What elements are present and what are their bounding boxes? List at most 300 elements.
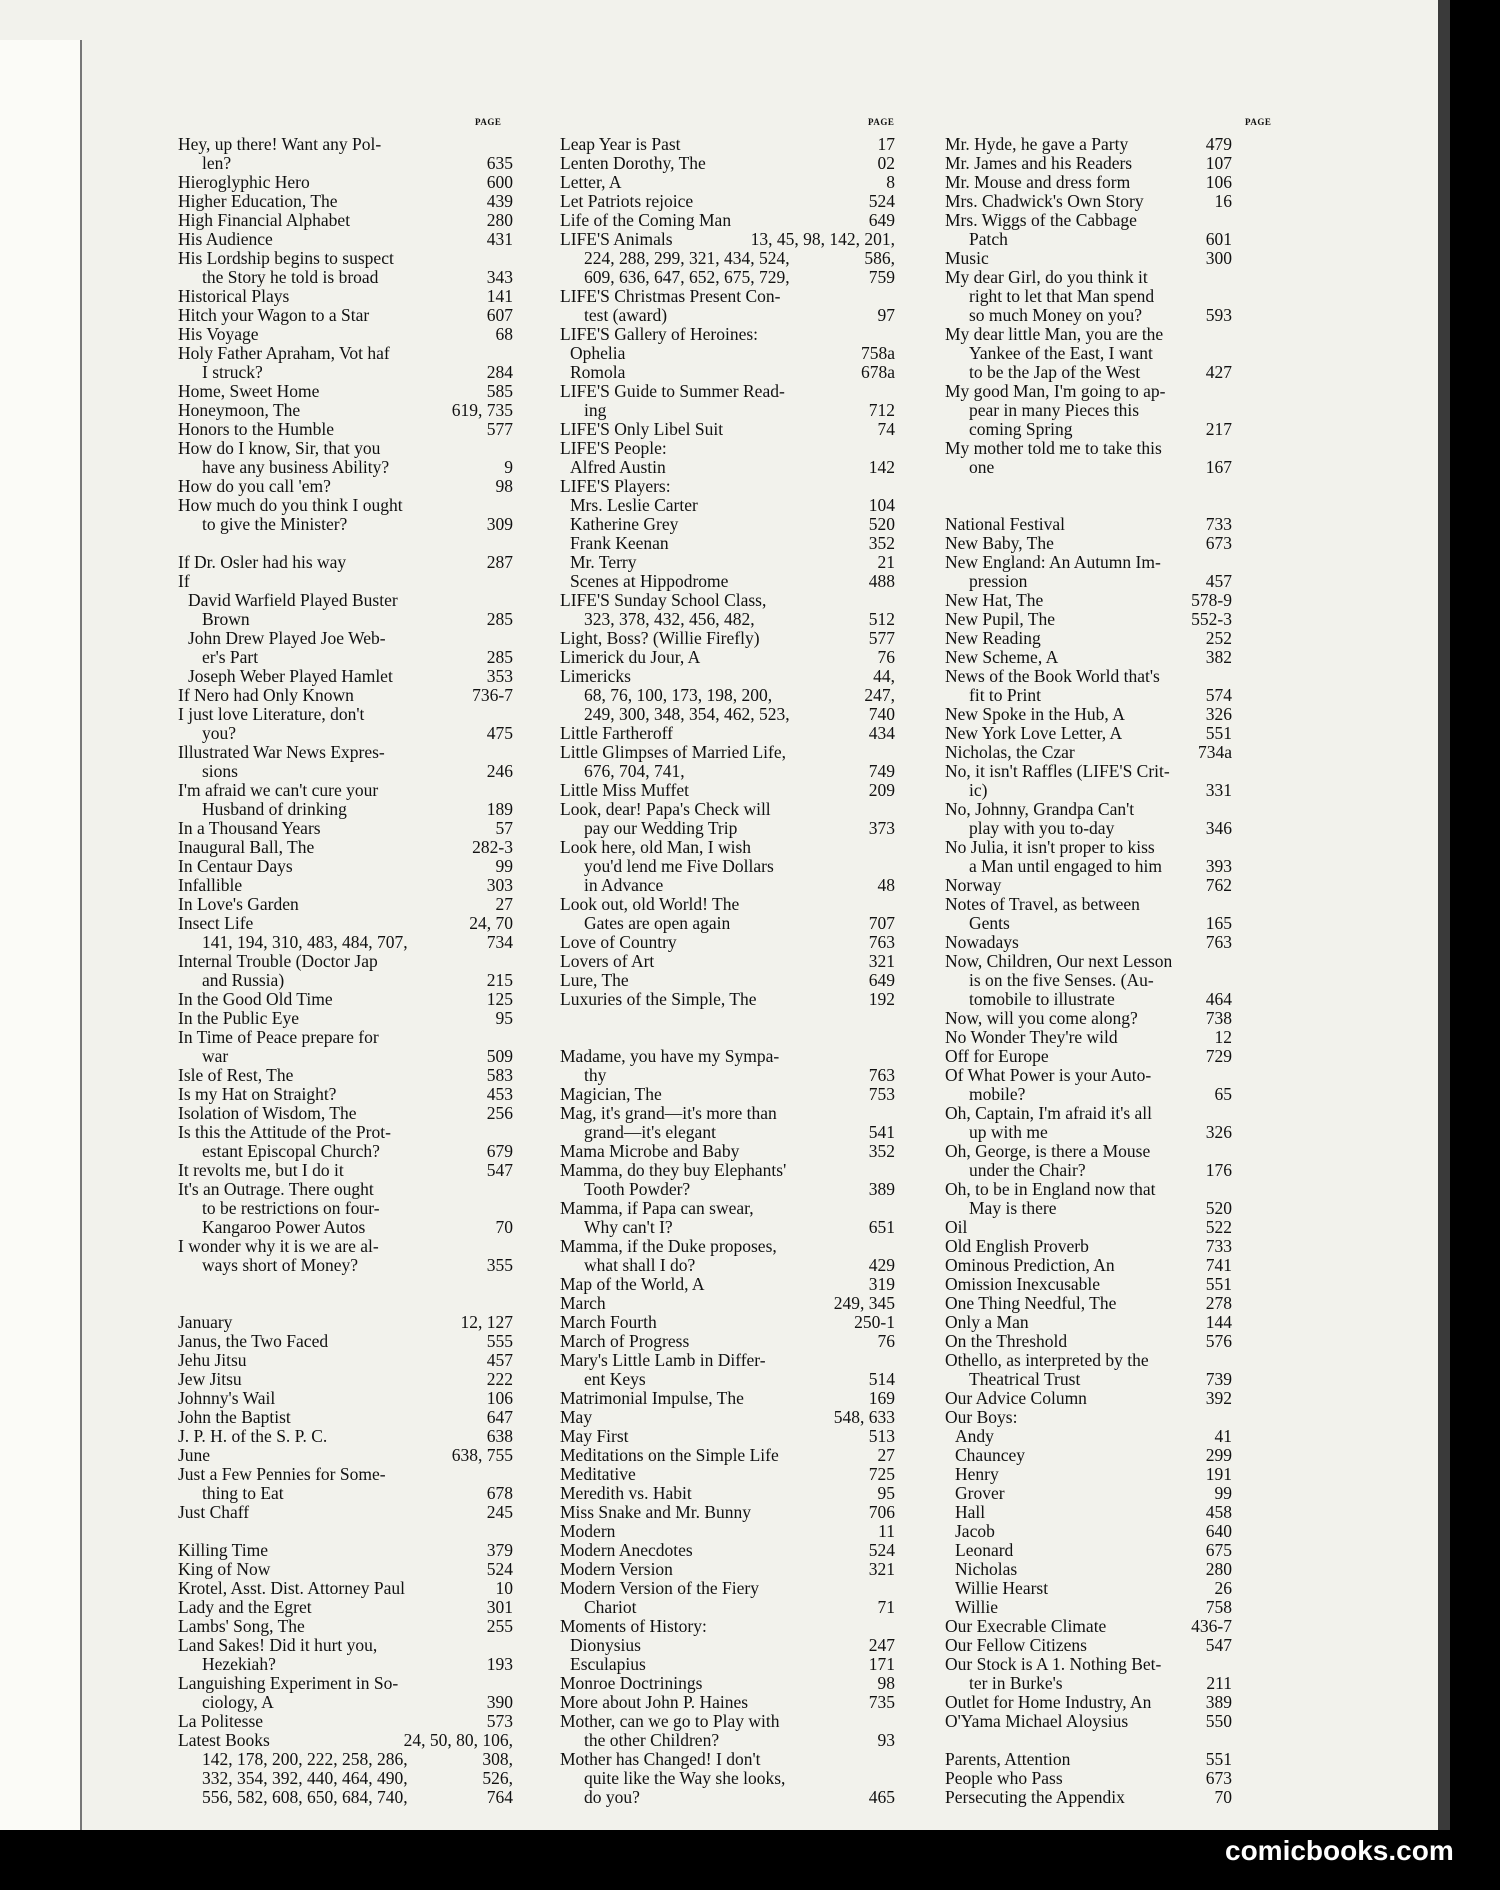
entry-title: a Man until engaged to him — [969, 856, 1162, 876]
entry-title: Willie — [955, 1597, 999, 1617]
entry-page: 555 — [486, 1331, 513, 1351]
entry-page: 193 — [486, 1654, 513, 1674]
entry-title: LIFE'S People: — [560, 438, 667, 458]
entry-page: 574 — [1205, 685, 1232, 705]
index-entry — [178, 971, 513, 990]
index-entry — [560, 1161, 895, 1180]
entry-title: 141, 194, 310, 483, 484, 707, — [202, 932, 408, 952]
index-entry — [178, 458, 513, 477]
entry-page: 758a — [860, 343, 895, 363]
entry-page: 759 — [868, 267, 895, 287]
entry-title: May is there — [969, 1198, 1057, 1218]
entry-title: Jehu Jitsu — [178, 1350, 247, 1370]
entry-title: Why can't I? — [584, 1217, 673, 1237]
entry-title: one — [969, 457, 995, 477]
index-entry — [178, 1275, 513, 1294]
index-entry — [945, 1560, 1232, 1579]
index-entry — [945, 819, 1232, 838]
entry-title: New England: An Autumn Im- — [945, 552, 1161, 572]
index-entry — [178, 1218, 513, 1237]
entry-page: 638, 755 — [451, 1445, 513, 1465]
entry-title: is on the five Senses. (Au- — [969, 970, 1154, 990]
entry-page: 10 — [495, 1578, 513, 1598]
entry-title: Hieroglyphic Hero — [178, 172, 310, 192]
entry-title: fit to Print — [969, 685, 1041, 705]
index-entry — [945, 401, 1232, 420]
index-entry — [178, 876, 513, 895]
entry-title: David Warfield Played Buster — [188, 590, 398, 610]
entry-title: Theatrical Trust — [969, 1369, 1081, 1389]
index-entry — [945, 1351, 1232, 1370]
index-entry — [945, 1712, 1232, 1731]
entry-title: Parents, Attention — [945, 1749, 1071, 1769]
index-entry — [178, 1655, 513, 1674]
index-entry — [560, 876, 895, 895]
index-entry — [945, 743, 1232, 762]
entry-page: 550 — [1205, 1711, 1232, 1731]
entry-title: you? — [202, 723, 237, 743]
entry-title: I struck? — [202, 362, 263, 382]
entry-title: Mamma, if Papa can swear, — [560, 1198, 754, 1218]
entry-page: 285 — [486, 609, 513, 629]
entry-page: 278 — [1205, 1293, 1232, 1313]
entry-page: 439 — [486, 191, 513, 211]
entry-title: Killing Time — [178, 1540, 268, 1560]
index-entry — [560, 667, 895, 686]
index-entry — [945, 895, 1232, 914]
entry-page: 68 — [495, 324, 513, 344]
entry-title: Mr. Hyde, he gave a Party — [945, 134, 1129, 154]
index-entry — [945, 762, 1232, 781]
index-entry — [560, 458, 895, 477]
entry-title: Off for Europe — [945, 1046, 1049, 1066]
entry-page: 353 — [486, 666, 513, 686]
index-entry — [178, 401, 513, 420]
entry-page: 475 — [486, 723, 513, 743]
entry-page: 457 — [486, 1350, 513, 1370]
entry-page: 107 — [1205, 153, 1232, 173]
entry-title: LIFE'S Sunday School Class, — [560, 590, 767, 610]
index-entry — [560, 1617, 895, 1636]
entry-title: March Fourth — [560, 1312, 657, 1332]
entry-page: 649 — [868, 970, 895, 990]
entry-title: Old English Proverb — [945, 1236, 1089, 1256]
index-entry — [178, 1332, 513, 1351]
entry-title: pression — [969, 571, 1028, 591]
index-entry — [560, 135, 895, 154]
entry-page: 142 — [868, 457, 895, 477]
index-entry — [560, 1427, 895, 1446]
entry-page: 707 — [868, 913, 895, 933]
entry-title: Othello, as interpreted by the — [945, 1350, 1149, 1370]
entry-title: In the Good Old Time — [178, 989, 333, 1009]
entry-page: 222 — [486, 1369, 513, 1389]
index-entry — [945, 1066, 1232, 1085]
entry-page: 457 — [1205, 571, 1232, 591]
column-header-2: PAGE — [868, 117, 895, 127]
index-entry — [178, 1313, 513, 1332]
entry-page: 27 — [877, 1445, 895, 1465]
entry-page: 678 — [486, 1483, 513, 1503]
entry-title: Hall — [955, 1502, 986, 1522]
entry-title: Modern Anecdotes — [560, 1540, 693, 1560]
entry-page: 488 — [868, 571, 895, 591]
entry-page: 753 — [868, 1084, 895, 1104]
entry-title: If Nero had Only Known — [178, 685, 354, 705]
index-entry — [560, 1674, 895, 1693]
entry-title: Our Execrable Climate — [945, 1616, 1107, 1636]
index-entry — [560, 1370, 895, 1389]
entry-page: 524 — [868, 1540, 895, 1560]
entry-page: 93 — [877, 1730, 895, 1750]
index-entry — [560, 325, 895, 344]
entry-title: Of What Power is your Auto- — [945, 1065, 1152, 1085]
index-entry — [560, 857, 895, 876]
entry-page: 99 — [1214, 1483, 1232, 1503]
entry-title: Illustrated War News Expres- — [178, 742, 385, 762]
entry-title: Mother has Changed! I don't — [560, 1749, 761, 1769]
entry-title: Look, dear! Papa's Check will — [560, 799, 771, 819]
entry-page: 763 — [868, 932, 895, 952]
entry-page: 309 — [486, 514, 513, 534]
entry-page: 600 — [486, 172, 513, 192]
index-entry — [945, 1522, 1232, 1541]
entry-page: 548, 633 — [833, 1407, 895, 1427]
entry-page: 647 — [486, 1407, 513, 1427]
entry-title: Oh, George, is there a Mouse — [945, 1141, 1151, 1161]
entry-page: 586, — [864, 248, 895, 268]
index-entry — [560, 1750, 895, 1769]
entry-title: pear in many Pieces this — [969, 400, 1140, 420]
index-entry — [945, 534, 1232, 553]
entry-title: Hezekiah? — [202, 1654, 276, 1674]
entry-title: National Festival — [945, 514, 1066, 534]
index-entry — [560, 477, 895, 496]
index-entry — [560, 1598, 895, 1617]
entry-title: estant Episcopal Church? — [202, 1141, 380, 1161]
entry-page: 479 — [1205, 134, 1232, 154]
entry-page: 255 — [486, 1616, 513, 1636]
entry-title: His Audience — [178, 229, 273, 249]
index-entry — [560, 1579, 895, 1598]
index-entry — [560, 572, 895, 591]
index-entry — [945, 572, 1232, 591]
index-entry — [178, 952, 513, 971]
entry-title: More about John P. Haines — [560, 1692, 749, 1712]
index-entry — [178, 1142, 513, 1161]
entry-title: Henry — [955, 1464, 999, 1484]
index-entry — [945, 1218, 1232, 1237]
index-entry — [945, 1275, 1232, 1294]
entry-title: Limerick du Jour, A — [560, 647, 701, 667]
index-entry — [178, 762, 513, 781]
entry-title: Isle of Rest, The — [178, 1065, 294, 1085]
index-entry — [945, 1389, 1232, 1408]
index-entry — [945, 591, 1232, 610]
entry-title: My dear Girl, do you think it — [945, 267, 1148, 287]
entry-title: and Russia) — [202, 970, 285, 990]
entry-page: 144 — [1205, 1312, 1232, 1332]
index-entry — [945, 344, 1232, 363]
entry-page: 249, 345 — [833, 1293, 895, 1313]
index-entry — [178, 1636, 513, 1655]
entry-title: People who Pass — [945, 1768, 1063, 1788]
index-entry — [178, 1579, 513, 1598]
entry-page: 26 — [1214, 1578, 1232, 1598]
entry-title: New Pupil, The — [945, 609, 1056, 629]
entry-title: If — [178, 571, 190, 591]
entry-page: 301 — [486, 1597, 513, 1617]
entry-page: 192 — [868, 989, 895, 1009]
entry-page: 65 — [1214, 1084, 1232, 1104]
entry-page: 97 — [877, 305, 895, 325]
entry-title: Oil — [945, 1217, 968, 1237]
index-entry — [945, 1237, 1232, 1256]
entry-page: 619, 735 — [451, 400, 513, 420]
entry-title: Luxuries of the Simple, The — [560, 989, 757, 1009]
index-entry — [178, 496, 513, 515]
entry-page: 679 — [486, 1141, 513, 1161]
index-entry — [560, 306, 895, 325]
index-entry — [945, 648, 1232, 667]
index-entry — [560, 1294, 895, 1313]
index-column-3 — [945, 135, 1232, 1807]
entry-page: 436-7 — [1191, 1616, 1232, 1636]
entry-page: 725 — [868, 1464, 895, 1484]
index-entry — [178, 1237, 513, 1256]
entry-page: 125 — [486, 989, 513, 1009]
entry-page: 706 — [868, 1502, 895, 1522]
index-entry — [560, 971, 895, 990]
entry-page: 735 — [868, 1692, 895, 1712]
entry-title: Little Fartheroff — [560, 723, 673, 743]
entry-title: LIFE'S Christmas Present Con- — [560, 286, 781, 306]
entry-page: 98 — [877, 1673, 895, 1693]
entry-page: 547 — [486, 1160, 513, 1180]
index-entry — [945, 1541, 1232, 1560]
index-entry — [945, 306, 1232, 325]
entry-page: 635 — [486, 153, 513, 173]
entry-title: Historical Plays — [178, 286, 290, 306]
entry-title: King of Now — [178, 1559, 271, 1579]
entry-title: Is my Hat on Straight? — [178, 1084, 337, 1104]
entry-page: 583 — [486, 1065, 513, 1085]
entry-page: 303 — [486, 875, 513, 895]
entry-title: Mrs. Chadwick's Own Story — [945, 191, 1144, 211]
index-entry — [178, 1465, 513, 1484]
entry-page: 762 — [1205, 875, 1232, 895]
entry-page: 638 — [486, 1426, 513, 1446]
index-entry — [945, 800, 1232, 819]
index-entry — [560, 1560, 895, 1579]
entry-title: in Advance — [584, 875, 664, 895]
entry-page: 640 — [1205, 1521, 1232, 1541]
index-entry — [178, 173, 513, 192]
index-entry — [560, 496, 895, 515]
entry-title: tomobile to illustrate — [969, 989, 1115, 1009]
index-entry — [945, 135, 1232, 154]
entry-title: O'Yama Michael Aloysius — [945, 1711, 1129, 1731]
entry-title: It's an Outrage. There ought — [178, 1179, 374, 1199]
index-entry — [178, 534, 513, 553]
entry-page: 547 — [1205, 1635, 1232, 1655]
entry-page: 763 — [1205, 932, 1232, 952]
index-entry — [945, 1199, 1232, 1218]
index-entry — [178, 1731, 513, 1750]
entry-title: Outlet for Home Industry, An — [945, 1692, 1152, 1712]
index-entry — [945, 230, 1232, 249]
index-entry — [178, 1522, 513, 1541]
index-entry — [178, 249, 513, 268]
entry-title: Lady and the Egret — [178, 1597, 312, 1617]
entry-title: Kangaroo Power Autos — [202, 1217, 366, 1237]
index-entry — [178, 1617, 513, 1636]
column-header-1: PAGE — [475, 117, 502, 127]
index-entry — [178, 344, 513, 363]
entry-title: Krotel, Asst. Dist. Attorney Paul — [178, 1578, 406, 1598]
entry-title: Mr. James and his Readers — [945, 153, 1133, 173]
entry-title: Love of Country — [560, 932, 677, 952]
entry-title: Mary's Little Lamb in Differ- — [560, 1350, 766, 1370]
entry-title: under the Chair? — [969, 1160, 1086, 1180]
entry-title: mobile? — [969, 1084, 1026, 1104]
entry-title: Magician, The — [560, 1084, 662, 1104]
index-entry — [560, 154, 895, 173]
entry-page: 734a — [1197, 742, 1232, 762]
entry-page: 13, 45, 98, 142, 201, — [750, 229, 895, 249]
entry-title: quite like the Way she looks, — [584, 1768, 786, 1788]
entry-page: 577 — [486, 419, 513, 439]
entry-title: May First — [560, 1426, 629, 1446]
index-entry — [560, 591, 895, 610]
index-entry — [945, 1370, 1232, 1389]
index-entry — [560, 420, 895, 439]
entry-title: In Love's Garden — [178, 894, 299, 914]
entry-page: 319 — [868, 1274, 895, 1294]
entry-page: 71 — [877, 1597, 895, 1617]
entry-title: ter in Burke's — [969, 1673, 1063, 1693]
entry-page: 427 — [1205, 362, 1232, 382]
entry-page: 57 — [495, 818, 513, 838]
entry-title: Little Glimpses of Married Life, — [560, 742, 786, 762]
index-entry — [178, 1769, 513, 1788]
index-entry — [178, 1446, 513, 1465]
entry-page: 211 — [1206, 1673, 1232, 1693]
index-entry — [178, 211, 513, 230]
entry-title: Janus, the Two Faced — [178, 1331, 329, 1351]
index-entry — [945, 515, 1232, 534]
entry-title: Brown — [202, 609, 250, 629]
index-entry — [178, 1788, 513, 1807]
entry-title: play with you to-day — [969, 818, 1115, 838]
entry-page: 247 — [868, 1635, 895, 1655]
index-entry — [178, 667, 513, 686]
entry-title: Matrimonial Impulse, The — [560, 1388, 744, 1408]
entry-title: Tooth Powder? — [584, 1179, 691, 1199]
index-entry — [178, 743, 513, 762]
entry-title: How much do you think I ought — [178, 495, 403, 515]
index-entry — [945, 914, 1232, 933]
entry-title: New Baby, The — [945, 533, 1054, 553]
entry-title: Hey, up there! Want any Pol- — [178, 134, 382, 154]
entry-title: Mrs. Leslie Carter — [570, 495, 698, 515]
index-entry — [560, 781, 895, 800]
entry-page: 551 — [1205, 723, 1232, 743]
entry-title: thy — [584, 1065, 607, 1085]
index-column-2 — [560, 135, 895, 1807]
index-entry — [945, 1085, 1232, 1104]
entry-page: 299 — [1205, 1445, 1232, 1465]
entry-title: If Dr. Osler had his way — [178, 552, 347, 572]
entry-page: 70 — [1214, 1787, 1232, 1807]
index-entry — [560, 990, 895, 1009]
index-entry — [178, 591, 513, 610]
entry-title: His Lordship begins to suspect — [178, 248, 394, 268]
entry-page: 27 — [495, 894, 513, 914]
entry-page: 321 — [868, 951, 895, 971]
entry-page: 509 — [486, 1046, 513, 1066]
index-entry — [560, 1541, 895, 1560]
entry-title: Grover — [955, 1483, 1005, 1503]
entry-title: LIFE'S Animals — [560, 229, 673, 249]
entry-title: Leap Year is Past — [560, 134, 681, 154]
entry-title: Mr. Terry — [570, 552, 637, 572]
index-entry — [178, 1598, 513, 1617]
entry-page: 95 — [495, 1008, 513, 1028]
entry-page: 280 — [1205, 1559, 1232, 1579]
index-entry — [945, 1313, 1232, 1332]
index-entry — [178, 1028, 513, 1047]
index-entry — [945, 838, 1232, 857]
entry-title: er's Part — [202, 647, 259, 667]
entry-page: 284 — [486, 362, 513, 382]
entry-title: ing — [584, 400, 607, 420]
index-entry — [178, 1256, 513, 1275]
entry-title: Monroe Doctrinings — [560, 1673, 703, 1693]
index-entry — [560, 1313, 895, 1332]
entry-page: 389 — [1205, 1692, 1232, 1712]
entry-title: In the Public Eye — [178, 1008, 300, 1028]
index-entry — [945, 268, 1232, 287]
entry-page: 733 — [1205, 514, 1232, 534]
index-entry — [945, 667, 1232, 686]
entry-page: 141 — [486, 286, 513, 306]
entry-title: Just Chaff — [178, 1502, 250, 1522]
entry-page: 16 — [1214, 191, 1232, 211]
index-entry — [560, 629, 895, 648]
entry-page: 739 — [1205, 1369, 1232, 1389]
entry-page: 217 — [1205, 419, 1232, 439]
index-entry — [178, 1427, 513, 1446]
entry-title: Johnny's Wail — [178, 1388, 276, 1408]
entry-page: 215 — [486, 970, 513, 990]
entry-title: Madame, you have my Sympa- — [560, 1046, 780, 1066]
entry-title: Isolation of Wisdom, The — [178, 1103, 357, 1123]
index-entry — [945, 439, 1232, 458]
entry-page: 346 — [1205, 818, 1232, 838]
index-entry — [178, 1066, 513, 1085]
entry-title: Honeymoon, The — [178, 400, 301, 420]
index-entry — [945, 553, 1232, 572]
entry-page: 585 — [486, 381, 513, 401]
entry-page: 282-3 — [472, 837, 513, 857]
entry-page: 373 — [868, 818, 895, 838]
index-entry — [560, 344, 895, 363]
index-entry — [560, 1047, 895, 1066]
entry-title: Yankee of the East, I want — [969, 343, 1153, 363]
index-entry — [560, 249, 895, 268]
entry-page: 165 — [1205, 913, 1232, 933]
